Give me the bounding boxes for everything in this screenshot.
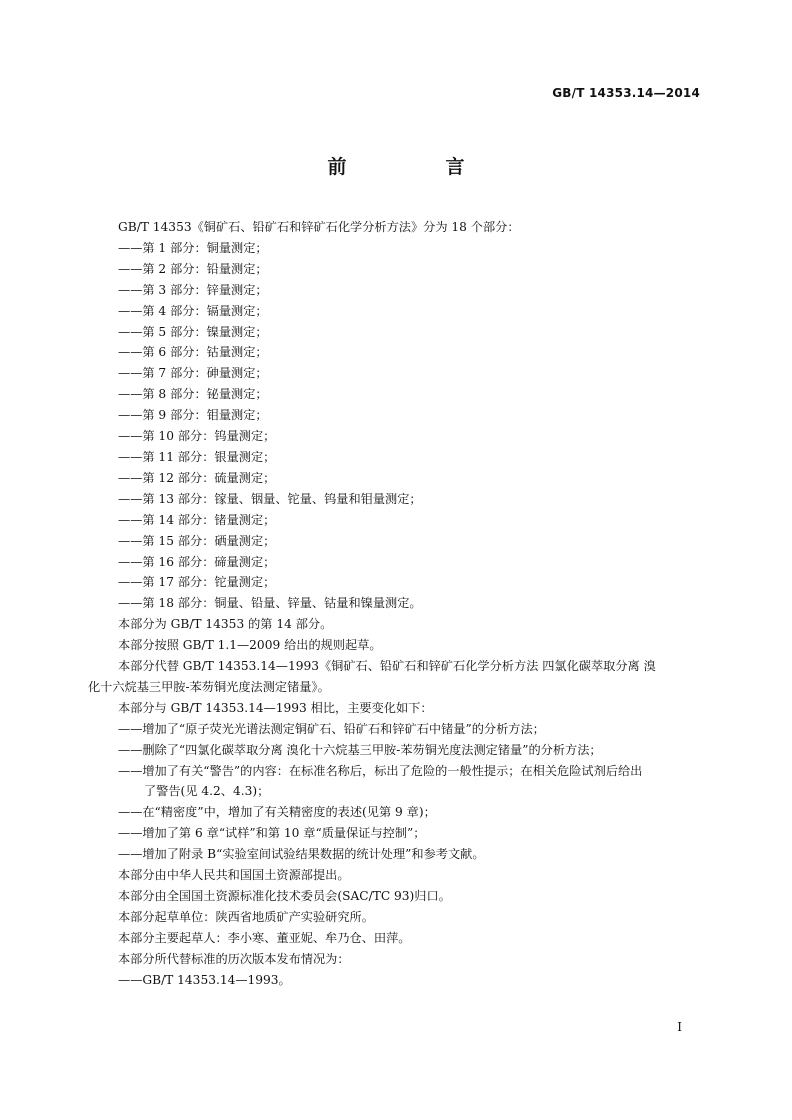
list-item: ——第 15 部分：硒量测定； bbox=[118, 533, 276, 548]
list-item: ——在“精密度”中，增加了有关精密度的表述(见第 9 章)； bbox=[118, 805, 436, 820]
foreword-body bbox=[88, 217, 708, 991]
page-number: I bbox=[677, 1020, 682, 1034]
page-title: 前 言 bbox=[327, 156, 505, 178]
list-item: ——第 5 部分：镍量测定； bbox=[118, 324, 268, 339]
list-item: ——第 14 部分：锗量测定； bbox=[118, 512, 276, 527]
part-of-paragraph: 本部分为 GB/T 14353 的第 14 部分。 bbox=[118, 617, 333, 632]
changes-intro-paragraph: 本部分与 GB/T 14353.14—1993 相比，主要变化如下： bbox=[118, 700, 433, 715]
history-paragraph: 本部分所代替标准的历次版本发布情况为： bbox=[118, 951, 350, 966]
list-item: ——删除了“四氯化碳萃取分离 溴化十六烷基三甲胺-苯芴铜光度法测定锗量”的分析方法； bbox=[118, 742, 602, 757]
drafting-rules-paragraph: 本部分按照 GB/T 1.1—2009 给出的规则起草。 bbox=[118, 638, 382, 653]
list-item: ——增加了第 6 章“试样”和第 10 章“质量保证与控制”； bbox=[118, 826, 426, 841]
list-item: ——第 11 部分：银量测定； bbox=[118, 449, 276, 464]
list-item: ——第 2 部分：铅量测定； bbox=[118, 261, 268, 276]
list-item: ——第 8 部分：铋量测定； bbox=[118, 387, 268, 402]
list-item: ——第 17 部分：铊量测定； bbox=[118, 575, 276, 590]
intro-paragraph: GB/T 14353《铜矿石、铅矿石和锌矿石化学分析方法》分为 18 个部分： bbox=[118, 220, 520, 234]
list-item: ——第 13 部分：镓量、铟量、铊量、钨量和钼量测定； bbox=[118, 491, 422, 506]
list-item: ——第 18 部分：铜量、铅量、锌量、钴量和镍量测定。 bbox=[118, 596, 422, 611]
replacement-paragraph-line2: 化十六烷基三甲胺-苯芴铜光度法测定锗量》。 bbox=[88, 679, 330, 694]
list-item: ——增加了“原子荧光光谱法测定铜矿石、铅矿石和锌矿石中锗量”的分析方法； bbox=[118, 721, 545, 736]
list-item-warning-line2: 了警告(见 4.2、4.3)； bbox=[144, 784, 270, 799]
list-item: ——第 7 部分：砷量测定； bbox=[118, 366, 268, 381]
list-item: ——第 10 部分：钨量测定； bbox=[118, 429, 276, 444]
list-item: ——增加了附录 B“实验室间试验结果数据的统计处理”和参考文献。 bbox=[118, 847, 485, 862]
parts-list bbox=[118, 238, 708, 614]
list-item: ——第 16 部分：碲量测定； bbox=[118, 554, 276, 569]
standard-number: GB/T 14353.14—2014 bbox=[552, 86, 700, 100]
changes-list bbox=[118, 719, 708, 865]
list-item: ——第 3 部分：锌量测定； bbox=[118, 282, 268, 297]
history-item: ——GB/T 14353.14—1993。 bbox=[118, 972, 291, 987]
list-item: ——第 4 部分：镉量测定； bbox=[118, 303, 268, 318]
list-item: ——第 12 部分：硫量测定； bbox=[118, 470, 276, 485]
list-item: ——第 1 部分：铜量测定； bbox=[118, 240, 268, 255]
managed-by-paragraph: 本部分由全国国土资源标准化技术委员会(SAC/TC 93)归口。 bbox=[118, 889, 451, 903]
drafters-paragraph: 本部分主要起草人：李小寒、董亚妮、牟乃仓、田萍。 bbox=[118, 930, 411, 945]
list-item-warning-line1: ——增加了有关“警告”的内容：在标准名称后，标出了危险的一般性提示；在相关危险试剂后给出 bbox=[118, 763, 643, 778]
proposed-by-paragraph: 本部分由中华人民共和国国土资源部提出。 bbox=[118, 868, 350, 883]
replacement-paragraph-line1: 本部分代替 GB/T 14353.14—1993《铜矿石、铅矿石和锌矿石化学分析方法 四氯化碳萃取分离 溴 bbox=[118, 659, 656, 674]
drafting-unit-paragraph: 本部分起草单位：陕西省地质矿产实验研究所。 bbox=[118, 909, 374, 924]
list-item: ——第 6 部分：钴量测定； bbox=[118, 345, 268, 360]
list-item: ——第 9 部分：钼量测定； bbox=[118, 408, 268, 423]
